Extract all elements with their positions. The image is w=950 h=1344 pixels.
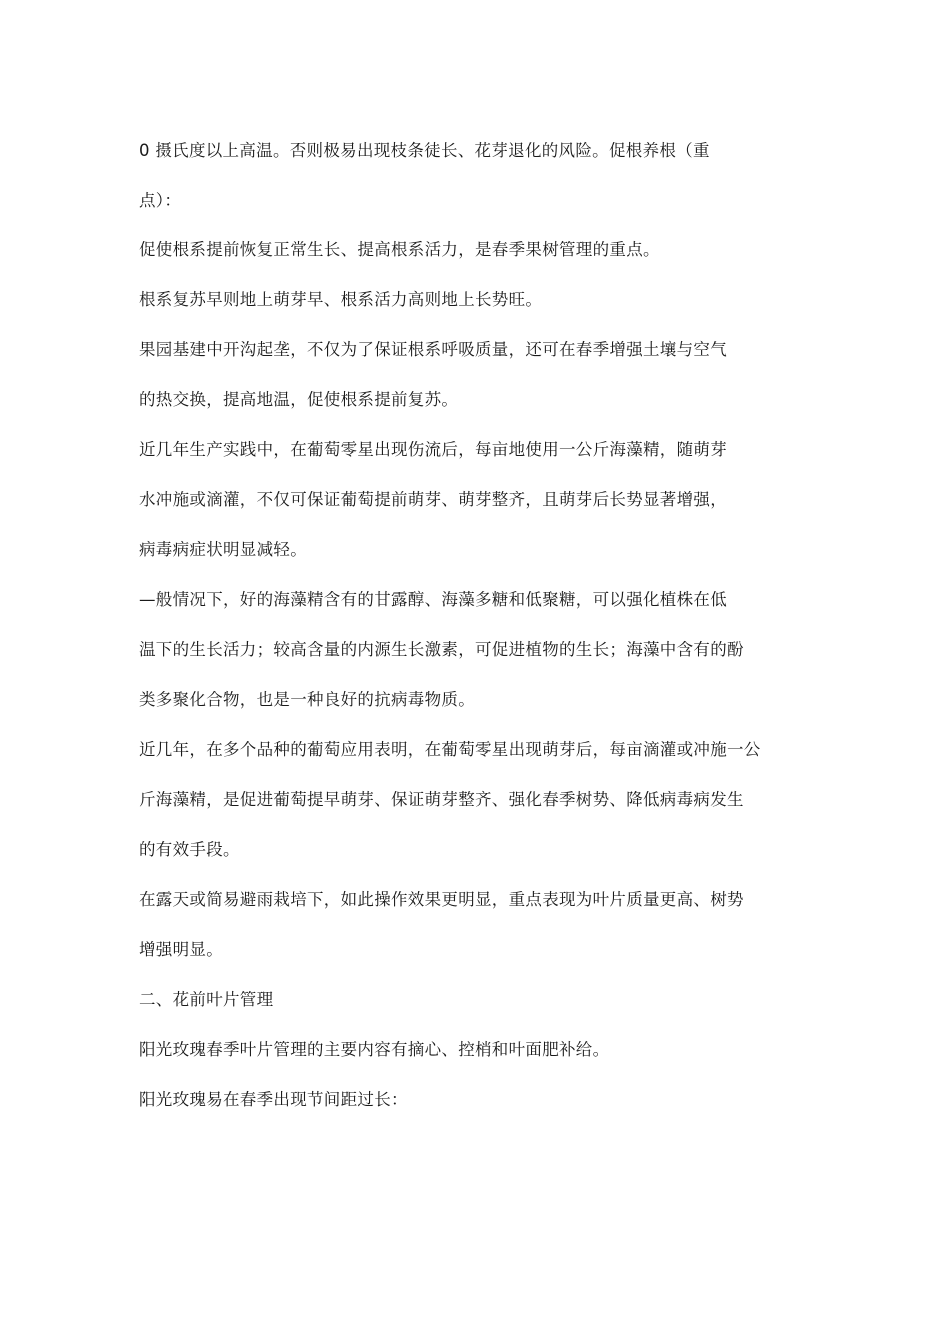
section-heading: 二、花前叶片管理 [139,990,274,1009]
text-line: 果园基建中开沟起垄，不仅为了保证根系呼吸质量，还可在春季增强土壤与空气 [139,340,727,359]
text-line: 根系复苏早则地上萌芽早、根系活力高则地上长势旺。 [139,290,543,309]
text-line: 斤海藻精，是促进葡萄提早萌芽、保证萌芽整齐、强化春季树势、降低病毒病发生 [139,790,744,809]
text-line: —般情况下，好的海藻精含有的甘露醇、海藻多糖和低聚糖，可以强化植株在低 [139,590,727,609]
text-line: 水冲施或滴灌，不仅可保证葡萄提前萌芽、萌芽整齐，且萌芽后长势显著增强， [139,490,727,509]
text-line: 类多聚化合物，也是一种良好的抗病毒物质。 [139,690,475,709]
text-line: 的热交换，提高地温，促使根系提前复苏。 [139,390,459,409]
text-line: 增强明显。 [139,940,223,959]
text-line: 近几年生产实践中，在葡萄零星出现伤流后，每亩地使用一公斤海藻精，随萌芽 [139,440,727,459]
text-line: 点）： [139,191,182,210]
text-line: 近几年，在多个品种的葡萄应用表明，在葡萄零星出现萌芽后，每亩滴灌或冲施一公 [139,740,761,759]
text-line: 温下的生长活力；较高含量的内源生长激素，可促进植物的生长；海藻中含有的酚 [139,640,744,659]
text-line: 的有效手段。 [139,840,240,859]
text-line: 阳光玫瑰易在春季出现节间距过长： [139,1090,408,1109]
text-line: 促使根系提前恢复正常生长、提高根系活力，是春季果树管理的重点。 [139,240,660,259]
text-line: 病毒病症状明显减轻。 [139,540,307,559]
text-line: 在露天或简易避雨栽培下，如此操作效果更明显，重点表现为叶片质量更高、树势 [139,890,744,909]
text-line: 0 摄氏度以上高温。否则极易出现枝条徒长、花芽退化的风险。促根养根（重 [139,141,710,160]
text-line: 阳光玫瑰春季叶片管理的主要内容有摘心、控梢和叶面肥补给。 [139,1040,610,1059]
